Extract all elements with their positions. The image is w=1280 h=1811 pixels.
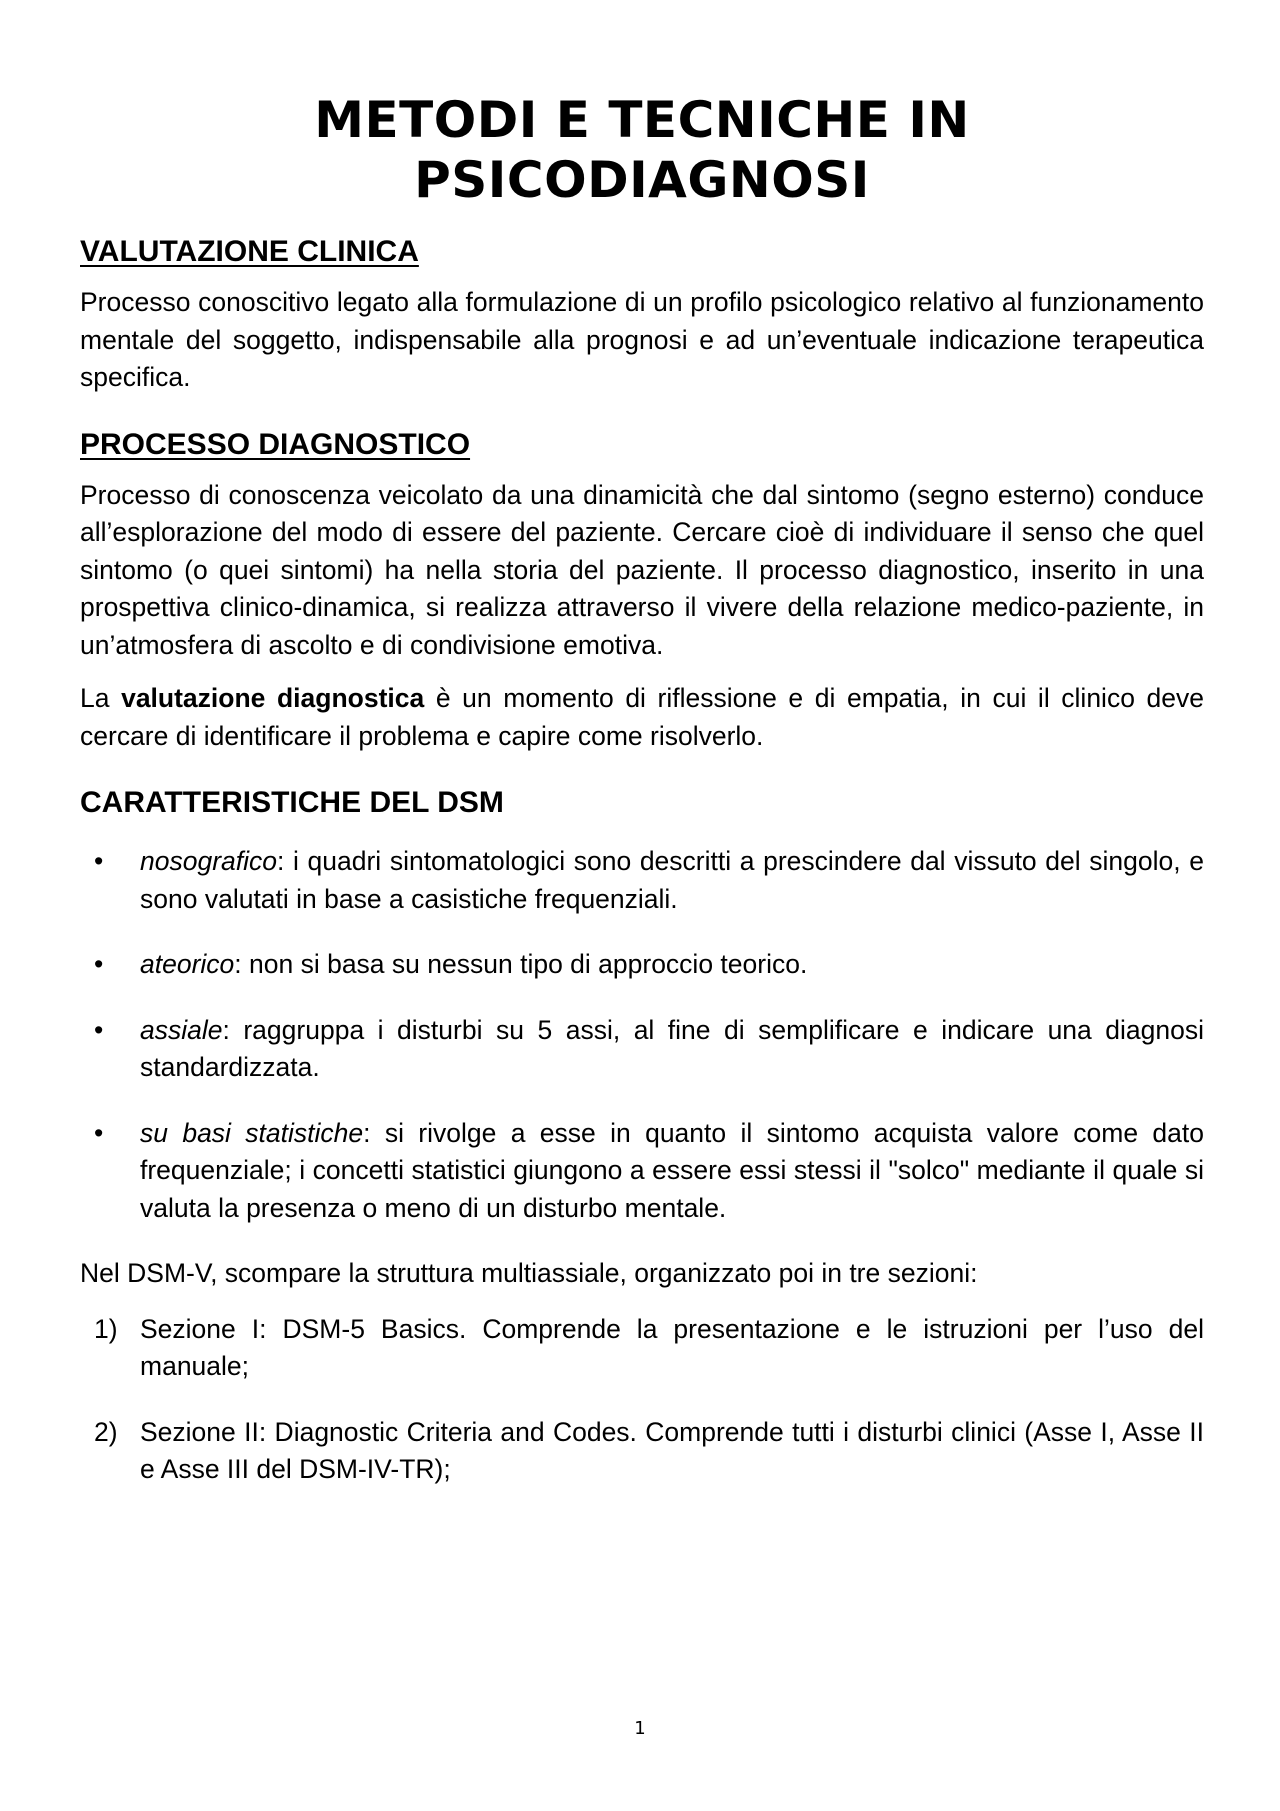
title-line-1: METODI E TECNICHE IN (314, 91, 970, 149)
heading-processo-diagnostico: PROCESSO DIAGNOSTICO (80, 427, 471, 461)
paragraph-valutazione-diagnostica (80, 680, 1204, 755)
list-item (80, 1311, 1204, 1386)
paragraph-dsm5-intro: Nel DSM-V, scompare la struttura multiassiale, organizzato poi in tre sezioni: (80, 1258, 978, 1288)
item-text: Sezione I: DSM-5 Basics. Comprende la presentazione e le istruzioni per l’uso del manuale; (140, 1313, 1204, 1381)
dsm5-sections-list (80, 1311, 1204, 1489)
bullet-icon: • (94, 846, 104, 876)
item-text: : i quadri sintomatologici sono descritti a prescindere dal vissuto del singolo, e sono valutati in base a casistiche frequenziali. (140, 846, 1204, 914)
list-item (80, 1414, 1204, 1489)
list-item (80, 946, 1204, 984)
list-item (80, 1115, 1204, 1228)
heading-valutazione-clinica: VALUTAZIONE CLINICA (80, 235, 419, 268)
title-line-2: PSICODIAGNOSI (414, 151, 870, 209)
page-content (80, 90, 1204, 1517)
item-text: : si rivolge a esse in quanto il sintomo acquista valore come dato frequenziale; i concetti statistici giungono a essere essi stessi il "solco" mediante il quale si valuta la presenza o meno di un disturbo mentale. (140, 1117, 1204, 1223)
bullet-icon: • (94, 949, 104, 979)
list-item (80, 1012, 1204, 1087)
list-number: 2) (94, 1416, 118, 1447)
bullet-icon: • (94, 1014, 104, 1045)
p2-after: è un momento di riflessione e di empatia, in cui il clinico deve cercare di identificare il problema e capire come risolverlo. (80, 683, 1204, 751)
p2-bold-term: valutazione diagnostica (121, 683, 425, 713)
paragraph-valutazione-clinica: Processo conoscitivo legato alla formulazione di un profilo psicologico relativo al funzionamento mentale del soggetto, indispensabile alla prognosi e ad un’eventuale indicazione terapeutica specifica. (80, 287, 1204, 392)
heading-caratteristiche-dsm: CARATTERISTICHE DEL DSM (80, 786, 504, 819)
document-title (80, 90, 1204, 210)
item-term: nosografico (140, 846, 278, 876)
item-term: ateorico (140, 949, 235, 979)
page-number: 1 (634, 1718, 646, 1739)
item-text: Sezione II: Diagnostic Criteria and Codes. Comprende tutti i disturbi clinici (Asse I, Asse II e Asse III del DSM-IV-TR); (140, 1416, 1204, 1484)
item-term: assiale (140, 1014, 223, 1045)
paragraph-processo-diagnostico: Processo di conoscenza veicolato da una dinamicità che dal sintomo (segno esterno) conduce all’esplorazione del modo di essere del paziente. Cercare cioè di individuare il senso che quel sintomo (o quei sintomi) ha nella storia del paziente. Il processo diagnostico, inserito in una prospettiva clinico-dinamica, si realizza attraverso il vivere della relazione medico-paziente, in un’atmosfera di ascolto e di condivisione emotiva. (80, 479, 1204, 660)
list-item (80, 843, 1204, 918)
list-number: 1) (94, 1313, 118, 1344)
item-text: : non si basa su nessun tipo di approccio teorico. (234, 949, 808, 979)
p2-before: La (80, 683, 122, 713)
dsm-characteristics-list (80, 843, 1204, 1227)
item-text: : raggruppa i disturbi su 5 assi, al fine di semplificare e indicare una diagnosi standardizzata. (140, 1014, 1204, 1082)
bullet-icon: • (94, 1117, 104, 1148)
item-term: su basi statistiche (140, 1117, 364, 1148)
